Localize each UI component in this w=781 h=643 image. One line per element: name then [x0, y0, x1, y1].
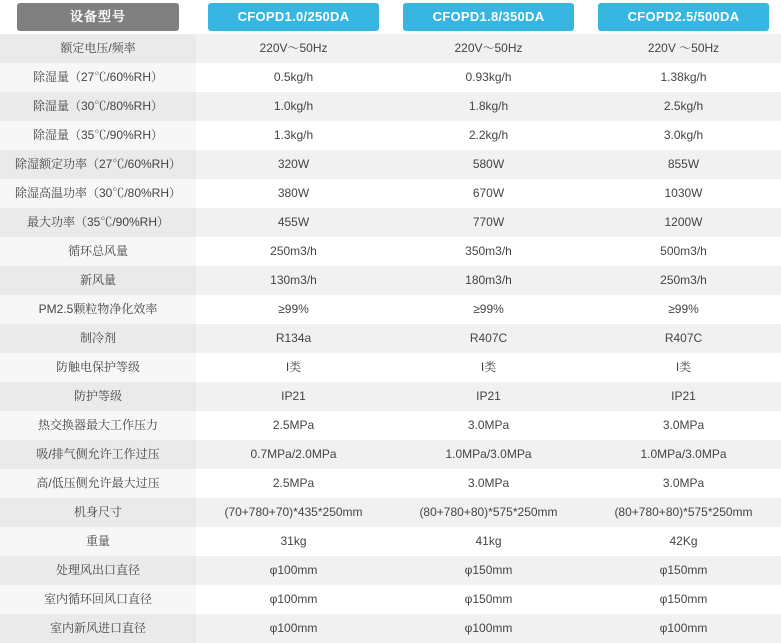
table-header-row [0, 0, 781, 34]
row-value-2: 2.2kg/h [391, 121, 586, 150]
row-label: 循环总风量 [0, 237, 196, 266]
row-value-2: 41kg [391, 527, 586, 556]
row-value-1: 250m3/h [196, 237, 391, 266]
row-value-1: 380W [196, 179, 391, 208]
table-row [0, 353, 781, 382]
row-value-2: R407C [391, 324, 586, 353]
row-label: 热交换器最大工作压力 [0, 411, 196, 440]
row-value-3: (80+780+80)*575*250mm [586, 498, 781, 527]
row-value-3: 3.0kg/h [586, 121, 781, 150]
table-row [0, 34, 781, 63]
row-value-1: 0.7MPa/2.0MPa [196, 440, 391, 469]
row-value-1: φ100mm [196, 585, 391, 614]
row-label: 除湿量（30℃/80%RH） [0, 92, 196, 121]
row-label: 高/低压侧允许最大过压 [0, 469, 196, 498]
table-row [0, 179, 781, 208]
table-row [0, 469, 781, 498]
row-label: 除湿额定功率（27℃/60%RH） [0, 150, 196, 179]
row-label: 额定电压/频率 [0, 34, 196, 63]
header-cell-label [0, 0, 196, 34]
row-value-3: 1200W [586, 208, 781, 237]
header-cell-model-2 [391, 0, 586, 34]
row-label: 制冷剂 [0, 324, 196, 353]
row-value-1: 220V～50Hz [196, 34, 391, 63]
row-label: 防触电保护等级 [0, 353, 196, 382]
table-row [0, 498, 781, 527]
row-label: PM2.5颗粒物净化效率 [0, 295, 196, 324]
row-label: 新风量 [0, 266, 196, 295]
table-row [0, 527, 781, 556]
header-label-badge: 设备型号 [17, 3, 179, 31]
row-value-1: R134a [196, 324, 391, 353]
row-value-2: 580W [391, 150, 586, 179]
row-value-2: φ150mm [391, 556, 586, 585]
row-value-3: φ150mm [586, 556, 781, 585]
row-label: 除湿量（27℃/60%RH） [0, 63, 196, 92]
table-row [0, 411, 781, 440]
row-value-1: φ100mm [196, 614, 391, 643]
row-value-2: 180m3/h [391, 266, 586, 295]
table-row [0, 63, 781, 92]
row-value-2: 3.0MPa [391, 411, 586, 440]
row-label: 处理风出口直径 [0, 556, 196, 585]
model-badge-1: CFOPD1.0/250DA [208, 3, 379, 31]
row-value-3: 3.0MPa [586, 411, 781, 440]
row-value-1: 455W [196, 208, 391, 237]
row-value-1: 130m3/h [196, 266, 391, 295]
row-value-3: 2.5kg/h [586, 92, 781, 121]
row-value-2: I类 [391, 353, 586, 382]
row-value-1: 1.3kg/h [196, 121, 391, 150]
row-value-3: φ100mm [586, 614, 781, 643]
row-value-1: (70+780+70)*435*250mm [196, 498, 391, 527]
row-label: 吸/排气侧允许工作过压 [0, 440, 196, 469]
row-value-3: ≥99% [586, 295, 781, 324]
row-value-2: 350m3/h [391, 237, 586, 266]
table-row [0, 324, 781, 353]
table-row [0, 295, 781, 324]
row-value-1: 1.0kg/h [196, 92, 391, 121]
row-value-2: ≥99% [391, 295, 586, 324]
row-value-3: R407C [586, 324, 781, 353]
row-value-1: 320W [196, 150, 391, 179]
row-value-3: I类 [586, 353, 781, 382]
row-label: 重量 [0, 527, 196, 556]
row-value-3: 500m3/h [586, 237, 781, 266]
row-label: 除湿量（35℃/90%RH） [0, 121, 196, 150]
row-label: 防护等级 [0, 382, 196, 411]
row-value-2: 670W [391, 179, 586, 208]
table-row [0, 237, 781, 266]
table-row [0, 266, 781, 295]
row-label: 室内新风进口直径 [0, 614, 196, 643]
row-value-2: 1.8kg/h [391, 92, 586, 121]
row-value-3: 250m3/h [586, 266, 781, 295]
row-value-2: 0.93kg/h [391, 63, 586, 92]
row-value-1: 2.5MPa [196, 469, 391, 498]
row-label: 最大功率（35℃/90%RH） [0, 208, 196, 237]
row-value-1: I类 [196, 353, 391, 382]
row-value-2: 220V～50Hz [391, 34, 586, 63]
row-value-3: φ150mm [586, 585, 781, 614]
table-row [0, 208, 781, 237]
row-value-2: φ100mm [391, 614, 586, 643]
row-value-1: IP21 [196, 382, 391, 411]
row-value-2: φ150mm [391, 585, 586, 614]
row-value-3: 3.0MPa [586, 469, 781, 498]
row-value-3: 1.38kg/h [586, 63, 781, 92]
table-row [0, 585, 781, 614]
row-value-2: 770W [391, 208, 586, 237]
table-row [0, 382, 781, 411]
table-row [0, 614, 781, 643]
table-row [0, 92, 781, 121]
table-row [0, 150, 781, 179]
header-cell-model-3 [586, 0, 781, 34]
row-value-3: 220V ～50Hz [586, 34, 781, 63]
row-value-3: 42Kg [586, 527, 781, 556]
row-label: 机身尺寸 [0, 498, 196, 527]
row-value-1: 2.5MPa [196, 411, 391, 440]
header-cell-model-1 [196, 0, 391, 34]
table-row [0, 556, 781, 585]
row-value-1: 31kg [196, 527, 391, 556]
row-value-1: φ100mm [196, 556, 391, 585]
model-badge-2: CFOPD1.8/350DA [403, 3, 574, 31]
table-row [0, 121, 781, 150]
model-badge-3: CFOPD2.5/500DA [598, 3, 769, 31]
row-value-3: 1.0MPa/3.0MPa [586, 440, 781, 469]
row-value-2: IP21 [391, 382, 586, 411]
row-label: 除湿高温功率（30℃/80%RH） [0, 179, 196, 208]
row-value-2: 3.0MPa [391, 469, 586, 498]
row-value-1: 0.5kg/h [196, 63, 391, 92]
row-label: 室内循环回风口直径 [0, 585, 196, 614]
row-value-2: 1.0MPa/3.0MPa [391, 440, 586, 469]
row-value-1: ≥99% [196, 295, 391, 324]
row-value-3: IP21 [586, 382, 781, 411]
row-value-3: 855W [586, 150, 781, 179]
row-value-3: 1030W [586, 179, 781, 208]
table-row [0, 440, 781, 469]
row-value-2: (80+780+80)*575*250mm [391, 498, 586, 527]
